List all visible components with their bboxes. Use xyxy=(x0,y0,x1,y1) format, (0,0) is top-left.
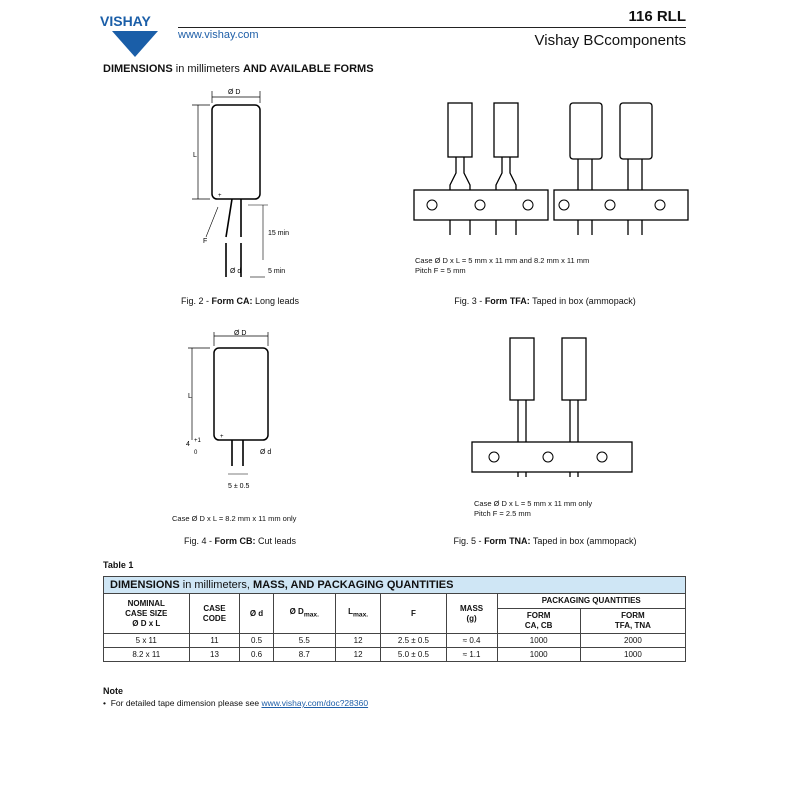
svg-text:Ø D: Ø D xyxy=(234,330,247,337)
svg-text:Ø d: Ø d xyxy=(260,449,272,456)
fig3-note: Case Ø D x L = 5 mm x 11 mm and 8.2 mm x 11 mm Pitch F = 5 mm xyxy=(415,256,590,275)
section-title xyxy=(103,63,374,75)
header-divider xyxy=(178,27,686,28)
svg-text:5 ± 0.5: 5 ± 0.5 xyxy=(228,483,250,490)
logo-text: VISHAY xyxy=(100,13,151,29)
svg-text:+: + xyxy=(220,434,224,440)
svg-text:4: 4 xyxy=(186,441,190,448)
section-title-bold1: DIMENSIONS xyxy=(103,63,173,75)
svg-text:L: L xyxy=(193,152,197,159)
col-lmax: $L_{max.}$ xyxy=(335,594,380,634)
dimensions-table xyxy=(103,576,686,662)
svg-text:Ø d: Ø d xyxy=(230,268,242,275)
fig5-drawing xyxy=(470,332,640,492)
fig3-drawing xyxy=(412,95,692,245)
col-case-code: CASE CODE xyxy=(189,594,240,634)
fig4-note: Case Ø D x L = 8.2 mm x 11 mm only xyxy=(172,514,297,523)
tape-doc-link[interactable]: www.vishay.com/doc?28360 xyxy=(261,698,369,708)
fig5-caption: Fig. 5 - Form TNA: Taped in box (ammopack) xyxy=(453,536,637,546)
fig4-drawing xyxy=(180,328,300,498)
svg-text:Ø D: Ø D xyxy=(228,89,241,96)
note-title: Note xyxy=(103,686,123,696)
fig2-caption: Fig. 2 - Form CA: Long leads xyxy=(180,296,300,306)
section-title-normal: in millimeters xyxy=(172,63,243,75)
col-packaging: PACKAGING QUANTITIES xyxy=(497,594,685,609)
svg-text:5 min: 5 min xyxy=(268,268,286,275)
website-link[interactable]: www.vishay.com xyxy=(178,29,259,41)
vishay-logo xyxy=(100,13,168,63)
svg-text:15 min: 15 min xyxy=(268,230,290,237)
note-bullet: • For detailed tape dimension please see www.vishay.com/doc?28360 xyxy=(103,698,369,708)
table-row: 8.2 x 11 13 0.6 8.7 12 5.0 ± 0.5 ≈ 1.1 1000 1000 xyxy=(104,648,686,662)
col-f: F xyxy=(381,594,446,634)
table-row: 5 x 11 11 0.5 5.5 12 2.5 ± 0.5 ≈ 0.4 1000 2000 xyxy=(104,634,686,648)
subtitle: Vishay BCcomponents xyxy=(534,32,686,49)
svg-text:L: L xyxy=(188,393,192,400)
col-nominal: NOMINAL CASE SIZE Ø D x L xyxy=(104,594,190,634)
fig5-note: Case Ø D x L = 5 mm x 11 mm only Pitch F = 2.5 mm xyxy=(474,499,593,518)
col-od: Ø d xyxy=(240,594,273,634)
section-title-bold2: AND AVAILABLE FORMS xyxy=(242,63,374,75)
fig3-caption: Fig. 3 - Form TFA: Taped in box (ammopack) xyxy=(454,296,636,306)
col-mass: MASS (g) xyxy=(446,594,497,634)
svg-text:0: 0 xyxy=(194,450,198,456)
table-title: DIMENSIONS in millimeters, MASS, AND PACKAGING QUANTITIES xyxy=(104,577,686,594)
part-number: 116 RLL xyxy=(628,8,686,25)
fig2-drawing xyxy=(170,85,310,285)
svg-text:+: + xyxy=(218,193,222,199)
col-odmax: Ø $D_{max.}$ xyxy=(273,594,335,634)
col-form-tfa-tna: FORM TFA, TNA xyxy=(580,609,685,634)
table-label: Table 1 xyxy=(103,560,134,570)
svg-text:F: F xyxy=(203,238,208,245)
svg-text:+1: +1 xyxy=(194,438,201,444)
fig4-caption: Fig. 4 - Form CB: Cut leads xyxy=(183,536,297,546)
col-form-ca-cb: FORM CA, CB xyxy=(497,609,580,634)
